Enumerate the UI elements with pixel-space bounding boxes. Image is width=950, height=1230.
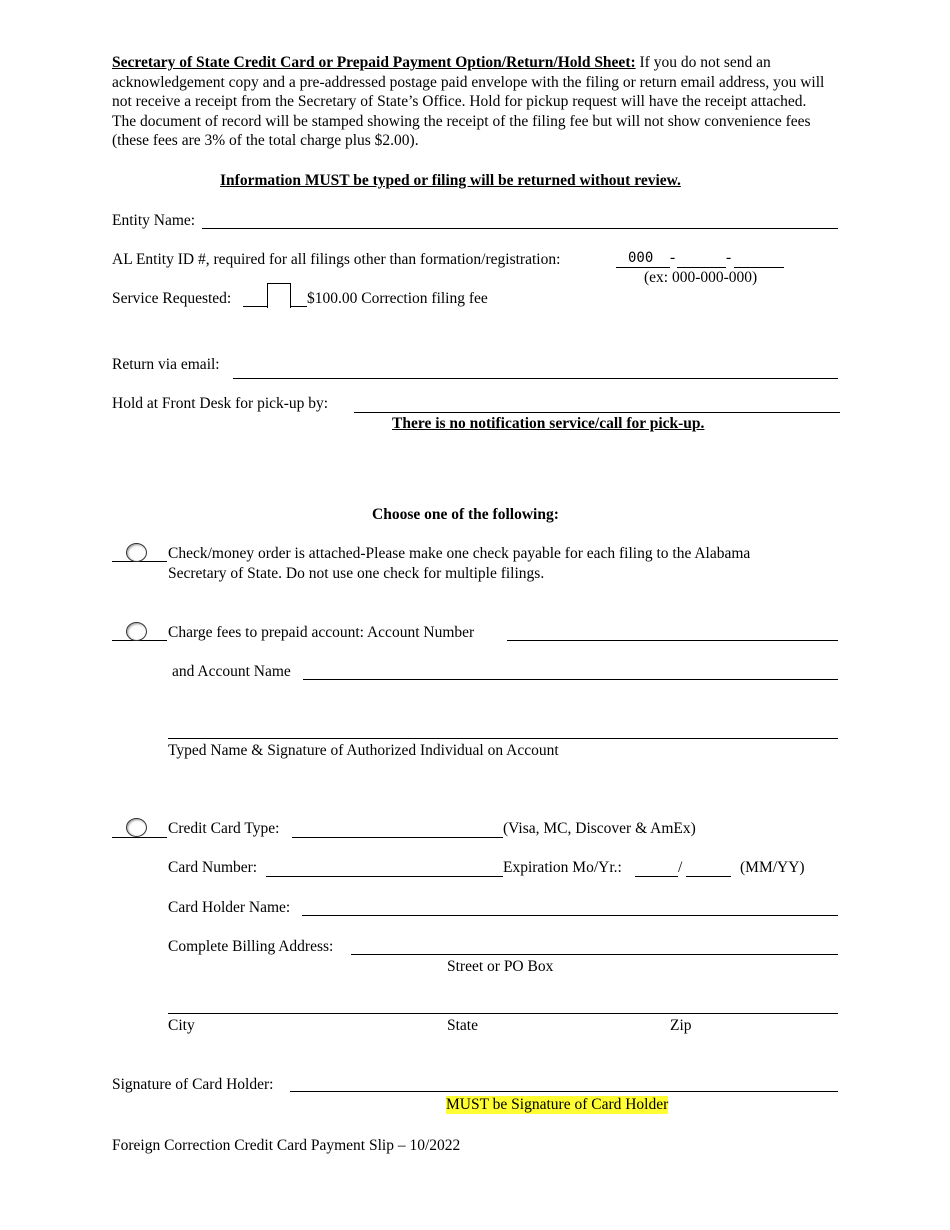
expiration-year-field[interactable] bbox=[686, 876, 731, 877]
card-holder-label: Card Holder Name: bbox=[168, 899, 291, 916]
card-type-hint: (Visa, MC, Discover & AmEx) bbox=[503, 820, 696, 837]
return-email-label: Return via email: bbox=[112, 356, 220, 373]
card-type-label: Credit Card Type: bbox=[168, 820, 280, 837]
expiration-month-field[interactable] bbox=[635, 876, 678, 877]
footer: Foreign Correction Credit Card Payment Slip – 10/2022 bbox=[112, 1137, 461, 1154]
expiration-separator: / bbox=[678, 859, 683, 876]
hold-field[interactable] bbox=[354, 412, 840, 413]
typed-notice: Information MUST be typed or filing will be returned without review. bbox=[220, 172, 681, 189]
prepaid-option-radio[interactable] bbox=[126, 622, 147, 641]
entity-id-dash-2: - bbox=[726, 249, 732, 266]
prepaid-signature-caption: Typed Name & Signature of Authorized Individual on Account bbox=[168, 742, 559, 759]
entity-id-example: (ex: 000-000-000) bbox=[644, 269, 758, 286]
entity-id-dash-1: - bbox=[670, 249, 676, 266]
choose-heading: Choose one of the following: bbox=[372, 506, 559, 523]
service-fee-text: $100.00 Correction filing fee bbox=[307, 290, 488, 307]
service-checkbox[interactable] bbox=[267, 283, 291, 308]
state-caption: State bbox=[447, 1017, 478, 1034]
hold-label: Hold at Front Desk for pick-up by: bbox=[112, 395, 329, 412]
check-option-line2: Secretary of State. Do not use one check for multiple filings. bbox=[168, 565, 545, 582]
entity-id-part1-line bbox=[616, 267, 670, 268]
service-label: Service Requested: bbox=[112, 290, 232, 307]
card-option-radio[interactable] bbox=[126, 818, 147, 837]
card-number-field[interactable] bbox=[266, 876, 503, 877]
entity-name-label: Entity Name: bbox=[112, 212, 196, 229]
check-option-radio[interactable] bbox=[126, 543, 147, 562]
zip-caption: Zip bbox=[670, 1017, 692, 1034]
card-option-underline bbox=[112, 837, 167, 838]
billing-address-label: Complete Billing Address: bbox=[168, 938, 334, 955]
intro-text: If you do not send an acknowledgement copy and a pre-addressed postage paid envelope with the filing or return email address, you will not receive a receipt from the Secretary of State’s Office. Hold for pickup request will have the receipt attached. The document of record will be stamped showing the receipt of the filing fee but will not show convenience fees (these fees are 3% of the total charge plus $2.00). bbox=[112, 54, 825, 150]
card-type-field[interactable] bbox=[292, 837, 503, 838]
hold-note: There is no notification service/call for pick-up. bbox=[392, 415, 705, 432]
prepaid-account-number-field[interactable] bbox=[507, 640, 838, 641]
billing-street-field[interactable] bbox=[351, 954, 838, 955]
street-caption: Street or PO Box bbox=[447, 958, 554, 975]
prepaid-account-name-label: and Account Name bbox=[172, 663, 291, 680]
prepaid-account-name-field[interactable] bbox=[303, 679, 838, 680]
entity-id-part1[interactable]: 000 bbox=[628, 250, 654, 266]
signature-field[interactable] bbox=[290, 1091, 838, 1092]
signature-label: Signature of Card Holder: bbox=[112, 1076, 274, 1093]
entity-id-part3-field[interactable] bbox=[734, 267, 784, 268]
expiration-label: Expiration Mo/Yr.: bbox=[503, 859, 622, 876]
expiration-hint: (MM/YY) bbox=[740, 859, 805, 876]
intro-heading: Secretary of State Credit Card or Prepaid Payment Option/Return/Hold Sheet: bbox=[112, 54, 636, 71]
check-option-line1: Check/money order is attached-Please make one check payable for each filing to the Alabama bbox=[168, 545, 751, 562]
signature-note: MUST be Signature of Card Holder bbox=[446, 1096, 669, 1113]
prepaid-signature-field[interactable] bbox=[168, 738, 838, 739]
billing-city-state-zip-field[interactable] bbox=[168, 1013, 838, 1014]
intro-paragraph bbox=[112, 53, 828, 151]
entity-id-label: AL Entity ID #, required for all filings other than formation/registration: bbox=[112, 251, 561, 268]
entity-id-part2-field[interactable] bbox=[677, 267, 726, 268]
card-number-label: Card Number: bbox=[168, 859, 258, 876]
prepaid-account-number-label: Charge fees to prepaid account: Account Number bbox=[168, 624, 475, 641]
entity-name-field[interactable] bbox=[202, 228, 838, 229]
return-email-field[interactable] bbox=[233, 378, 838, 379]
city-caption: City bbox=[168, 1017, 195, 1034]
card-holder-field[interactable] bbox=[302, 915, 838, 916]
